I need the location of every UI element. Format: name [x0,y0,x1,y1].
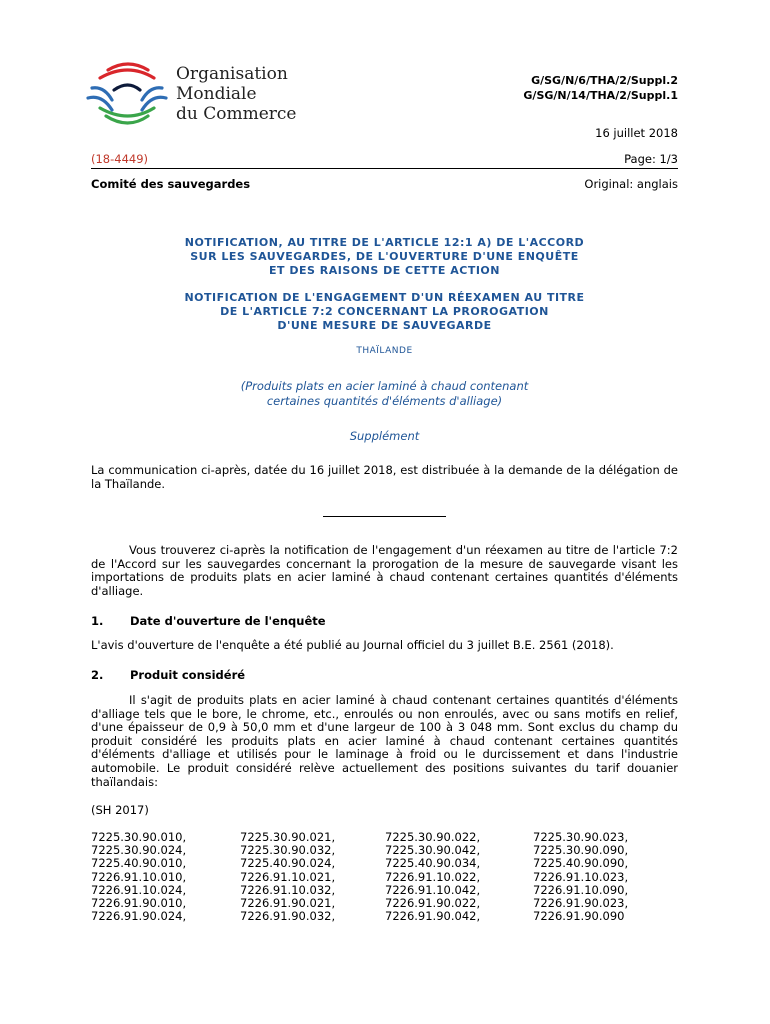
hs-code-column [91,831,186,923]
hs-code-column [385,831,480,923]
hs-code: 7225.40.90.034, [385,856,481,871]
hs-code: 7225.30.90.032, [240,843,336,858]
page-number: Page: 1/3 [624,152,678,166]
hs-code: 7225.40.90.090, [533,856,629,871]
org-line: Organisation [176,64,288,84]
hs-code: 7226.91.90.032, [240,909,336,924]
title-line: NOTIFICATION DE L'ENGAGEMENT D'UN RÉEXAMEN AU TITRE [184,291,585,304]
document-date: 16 juillet 2018 [595,126,678,140]
hs-code: 7225.30.90.042, [385,843,481,858]
title-notification-7-2 [91,291,678,333]
hs-code-column [533,831,628,923]
hs-code-column [240,831,335,923]
hs-code: 7226.91.90.010, [91,896,187,911]
communication-paragraph: La communication ci-après, datée du 16 juillet 2018, est distribuée à la demande de la délégation de la Thaïlande. [91,463,678,491]
hs-code: 7225.40.90.010, [91,856,187,871]
hs-code: 7226.91.90.022, [385,896,481,911]
hs-code: 7225.40.90.024, [240,856,336,871]
hs-code: 7226.91.90.021, [240,896,336,911]
section-2-text: Il s'agit de produits plats en acier laminé à chaud contenant certaines quantités d'éléments d'alliage tels que le bore, le chrome, etc., enroulés ou non enroulés, avec ou sans motifs en relief, d'une épaisseur de 0,9 à 50,0 mm et d'une largeur de 100 à 3 048 mm. Sont exclus du champ du produit considéré les produits plats en acier laminé à chaud contenant certaines quantités d'éléments d'alliage et utilisés pour le laminage à froid ou le durcissement et dans l'industrie automobile. Le produit considéré relève actuellement des positions suivantes du tarif douanier thaïlandais: [91,693,678,789]
section-1-text: L'avis d'ouverture de l'enquête a été publié au Journal officiel du 3 juillet B.E. 2561 (2018). [91,638,614,652]
hs-code: 7225.30.90.021, [240,830,336,844]
organisation-name [176,64,297,124]
document-symbols [523,73,678,103]
hs-code: 7226.91.10.021, [240,869,336,884]
hs-code: 7226.91.10.024, [91,882,187,897]
hs-code: 7226.91.10.023, [533,869,629,884]
hs-code: 7226.91.10.022, [385,869,481,884]
section-number: 1. [91,614,104,628]
document-reference: (18-4449) [91,152,149,166]
hs-code: 7226.91.90.090 [533,909,625,924]
section-2-heading [91,668,245,682]
hs-code: 7226.91.90.042, [385,909,481,924]
hs-label: (SH 2017) [91,803,149,817]
hs-code: 7225.30.90.010, [91,830,187,844]
hs-code: 7226.91.10.032, [240,882,336,897]
hs-code: 7226.91.90.023, [533,896,629,911]
section-title: Produit considéré [130,668,246,682]
country-name: THAÏLANDE [356,346,413,356]
hs-code: 7226.91.10.042, [385,882,481,897]
title-notification-12-1 [91,236,678,278]
product-line: (Produits plats en acier laminé à chaud contenant [240,379,529,393]
hs-code: 7226.91.90.024, [91,909,187,924]
intro-paragraph: Vous trouverez ci-après la notification de l'engagement d'un réexamen au titre de l'article 7:2 de l'Accord sur les sauvegardes concernant la prorogation de la mesure de sauvegarde visant les importations de produits plats en acier laminé à chaud contenant certaines quantités d'éléments d'alliage. [91,543,678,598]
committee-name: Comité des sauvegardes [91,177,251,191]
hs-code: 7226.91.10.010, [91,869,187,884]
document-symbol: G/SG/N/14/THA/2/Suppl.1 [523,89,678,102]
hs-code: 7226.91.10.090, [533,882,629,897]
title-line: SUR LES SAUVEGARDES, DE L'OUVERTURE D'UNE ENQUÊTE [190,250,579,263]
hs-code: 7225.30.90.024, [91,843,187,858]
section-title: Date d'ouverture de l'enquête [130,614,326,628]
product-description [91,379,678,409]
original-language: Original: anglais [584,177,678,191]
section-number: 2. [91,668,104,682]
product-line: certaines quantités d'éléments d'alliage) [266,394,503,408]
hs-code: 7225.30.90.023, [533,830,629,844]
wto-logo [84,60,170,130]
title-line: ET DES RAISONS DE CETTE ACTION [269,264,500,277]
supplement-label: Supplément [349,429,420,443]
hs-code: 7225.30.90.022, [385,830,481,844]
hs-code: 7225.30.90.090, [533,843,629,858]
section-1-heading [91,614,326,628]
org-line: du Commerce [176,104,297,124]
title-line: D'UNE MESURE DE SAUVEGARDE [277,319,492,332]
org-line: Mondiale [176,84,257,104]
separator-line [323,516,446,517]
header-rule [91,168,678,169]
title-line: NOTIFICATION, AU TITRE DE L'ARTICLE 12:1 A) DE L'ACCORD [184,236,585,249]
document-symbol: G/SG/N/6/THA/2/Suppl.2 [531,74,678,87]
title-line: DE L'ARTICLE 7:2 CONCERNANT LA PROROGATION [220,305,549,318]
